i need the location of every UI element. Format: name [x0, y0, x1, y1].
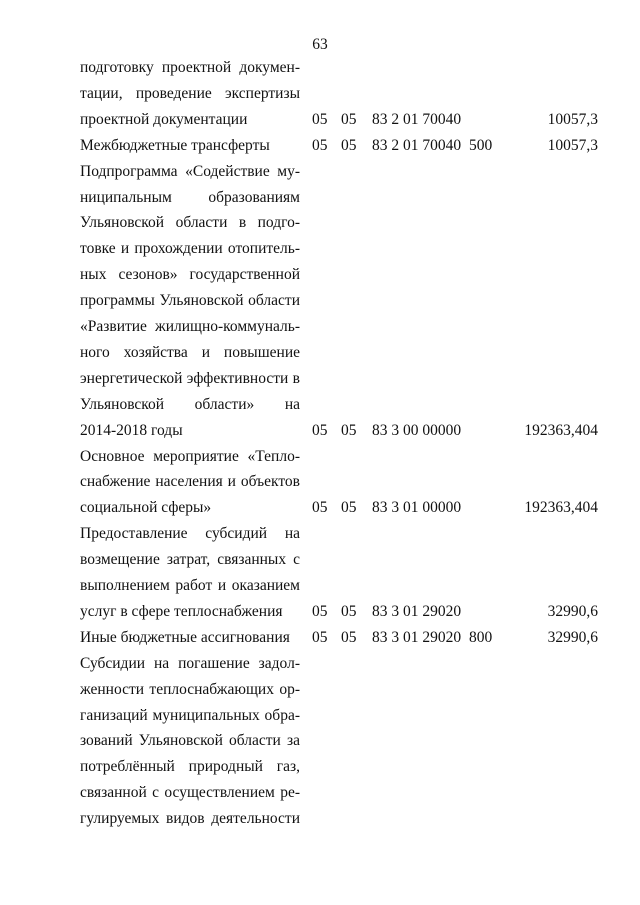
description-line: тации, проведение экспертизы	[80, 84, 300, 102]
description-line: Иные бюджетные ассигнования	[80, 628, 290, 646]
section-code: 05	[312, 602, 328, 620]
description-line: подготовку проектной докумен-	[80, 59, 300, 76]
description-line: ганизаций муниципальных обра-	[80, 706, 300, 724]
description-line: потреблённый природный газ,	[80, 758, 300, 776]
subsection-code: 05	[341, 628, 357, 646]
description-line: Основное мероприятие «Тепло-	[80, 447, 300, 465]
amount: 192363,404	[524, 499, 598, 517]
target-item-code: 83 2 01 70040	[372, 136, 462, 154]
target-item-code: 83 3 01 29020	[372, 628, 462, 646]
section-code: 05	[312, 136, 328, 154]
amount: 10057,3	[547, 110, 598, 128]
description-line: товке и прохождении отопитель-	[80, 240, 300, 258]
expense-type-code: 800	[469, 628, 493, 646]
description-line: проектной документации	[80, 110, 248, 128]
target-item-code: 83 3 00 00000	[372, 421, 462, 439]
amount: 192363,404	[524, 421, 598, 439]
amount: 10057,3	[547, 136, 598, 154]
description-line: Субсидии на погашение задол-	[80, 654, 300, 672]
description-line: женности теплоснабжающих ор-	[80, 680, 300, 698]
description-line: Ульяновской области» на	[80, 395, 300, 413]
description-line: 2014-2018 годы	[80, 421, 183, 439]
subsection-code: 05	[341, 602, 357, 620]
description-line: «Развитие жилищно-коммуналь-	[80, 318, 300, 335]
subsection-code: 05	[341, 136, 357, 154]
description-line: услуг в сфере теплоснабжения	[80, 602, 283, 620]
description-line: связанной с осуществлением ре-	[80, 784, 300, 802]
section-code: 05	[312, 110, 328, 128]
amount: 32990,6	[547, 602, 598, 620]
description-line: гулируемых видов деятельности	[80, 810, 300, 828]
description-line: зований Ульяновской области за	[80, 732, 300, 750]
target-item-code: 83 3 01 29020	[372, 602, 462, 620]
description-line: ных сезонов» государственной	[80, 266, 300, 284]
description-line: выполнением работ и оказанием	[80, 577, 300, 594]
section-code: 05	[312, 628, 328, 646]
subsection-code: 05	[341, 421, 357, 439]
description-line: Предоставление субсидий на	[80, 525, 300, 543]
description-line: социальной сферы»	[80, 499, 212, 517]
description-line: Подпрограмма «Содействие му-	[80, 162, 300, 180]
description-line: возмещение затрат, связанных с	[80, 551, 300, 569]
subsection-code: 05	[341, 499, 357, 517]
description-line: программы Ульяновской области	[80, 292, 300, 310]
amount: 32990,6	[547, 628, 598, 646]
description-line: ниципальным образованиям	[80, 188, 300, 206]
expense-type-code: 500	[469, 136, 493, 154]
section-code: 05	[312, 499, 328, 517]
subsection-code: 05	[341, 110, 357, 128]
target-item-code: 83 3 01 00000	[372, 499, 462, 517]
description-line: снабжение населения и объектов	[80, 473, 300, 491]
page-number: 63	[312, 36, 328, 53]
description-line: Межбюджетные трансферты	[80, 136, 270, 154]
description-line: энергетической эффективности в	[80, 369, 300, 387]
description-line: ного хозяйства и повышение	[80, 343, 300, 361]
target-item-code: 83 2 01 70040	[372, 110, 462, 128]
description-line: Ульяновской области в подго-	[80, 214, 300, 232]
section-code: 05	[312, 421, 328, 439]
